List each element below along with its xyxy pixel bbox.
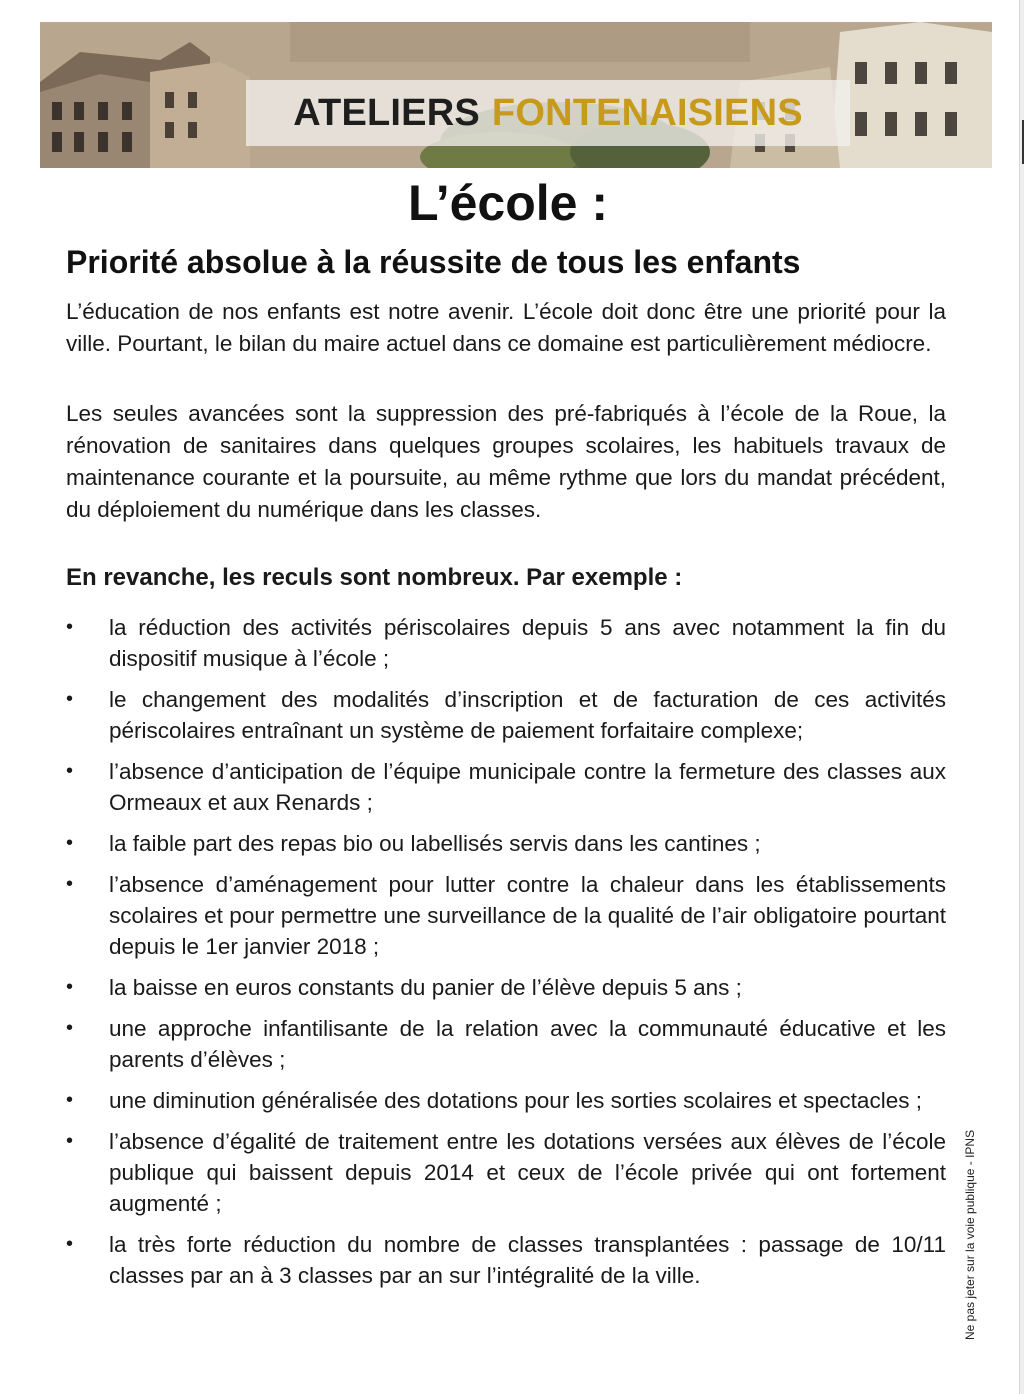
bullet-icon: • <box>66 1017 74 1039</box>
list-item-text: le changement des modalités d’inscription et de facturation de ces activités périscolaires entraînant un système de paiement forfaitaire complexe; <box>109 687 946 743</box>
list-item <box>66 1229 946 1291</box>
bullet-icon: • <box>66 760 74 782</box>
list-item <box>66 612 946 674</box>
list-item-text: l’absence d’anticipation de l’équipe municipale contre la fermeture des classes aux Ormeaux et aux Renards ; <box>109 759 946 815</box>
page-edge <box>1019 0 1024 1394</box>
list-item <box>66 1126 946 1219</box>
list-item-text: une approche infantilisante de la relation avec la communauté éducative et les parents d’élèves ; <box>109 1016 946 1072</box>
list-item <box>66 972 946 1003</box>
bullet-icon: • <box>66 1089 74 1111</box>
bullet-icon: • <box>66 1130 74 1152</box>
progress-paragraph: Les seules avancées sont la suppression des pré-fabriqués à l’école de la Roue, la rénovation de sanitaires dans quelques groupes scolaires, les habituels travaux de maintenance courante et la poursuite, au même rythme que lors du mandat précédent, du déploiement du numérique dans les classes. <box>66 401 946 522</box>
intro-paragraph: L’éducation de nos enfants est notre avenir. L’école doit donc être une priorité pour la ville. Pourtant, le bilan du maire actuel dans ce domaine est particulièrement médiocre. <box>66 299 946 356</box>
list-item-text: la réduction des activités périscolaires depuis 5 ans avec notamment la fin du dispositif musique à l’école ; <box>109 615 946 671</box>
list-item <box>66 1085 946 1116</box>
bullet-icon: • <box>66 976 74 998</box>
banner-word-dark: ATELIERS <box>293 91 480 134</box>
bullet-icon: • <box>66 832 74 854</box>
list-item-text: une diminution généralisée des dotations pour les sorties scolaires et spectacles ; <box>109 1088 922 1113</box>
list-item-text: la très forte réduction du nombre de classes transplantées : passage de 10/11 classes par an à 3 classes par an sur l’intégralité de la ville. <box>109 1232 946 1288</box>
list-item <box>66 1013 946 1075</box>
list-item-text: l’absence d’aménagement pour lutter contre la chaleur dans les établissements scolaires et pour permettre une surveillance de la qualité de l’air obligatoire pourtant depuis le 1er janvier 2018 ; <box>109 872 946 959</box>
banner-label <box>246 80 850 146</box>
list-item <box>66 869 946 962</box>
page-subtitle: Priorité absolue à la réussite de tous les enfants <box>66 244 801 280</box>
bullet-list <box>66 612 946 1301</box>
bullet-icon: • <box>66 688 74 710</box>
list-item <box>66 828 946 859</box>
list-item-text: la baisse en euros constants du panier de l’élève depuis 5 ans ; <box>109 975 742 1000</box>
list-item-text: la faible part des repas bio ou labellisés servis dans les cantines ; <box>109 831 761 856</box>
list-item-text: l’absence d’égalité de traitement entre les dotations versées aux élèves de l’école publique qui baissent depuis 2014 et ceux de l’école privée qui ont fortement augmenté ; <box>109 1129 946 1216</box>
banner-word-gold: FONTENAISIENS <box>491 91 803 134</box>
legal-note: Ne pas jeter sur la voie publique - IPNS <box>963 1129 977 1340</box>
section-heading: En revanche, les reculs sont nombreux. Par exemple : <box>66 564 683 591</box>
list-item <box>66 684 946 746</box>
list-item <box>66 756 946 818</box>
bullet-icon: • <box>66 1233 74 1255</box>
bullet-icon: • <box>66 873 74 895</box>
header-banner <box>40 22 992 168</box>
page-title: L’école : <box>407 175 609 231</box>
bullet-icon: • <box>66 616 74 638</box>
